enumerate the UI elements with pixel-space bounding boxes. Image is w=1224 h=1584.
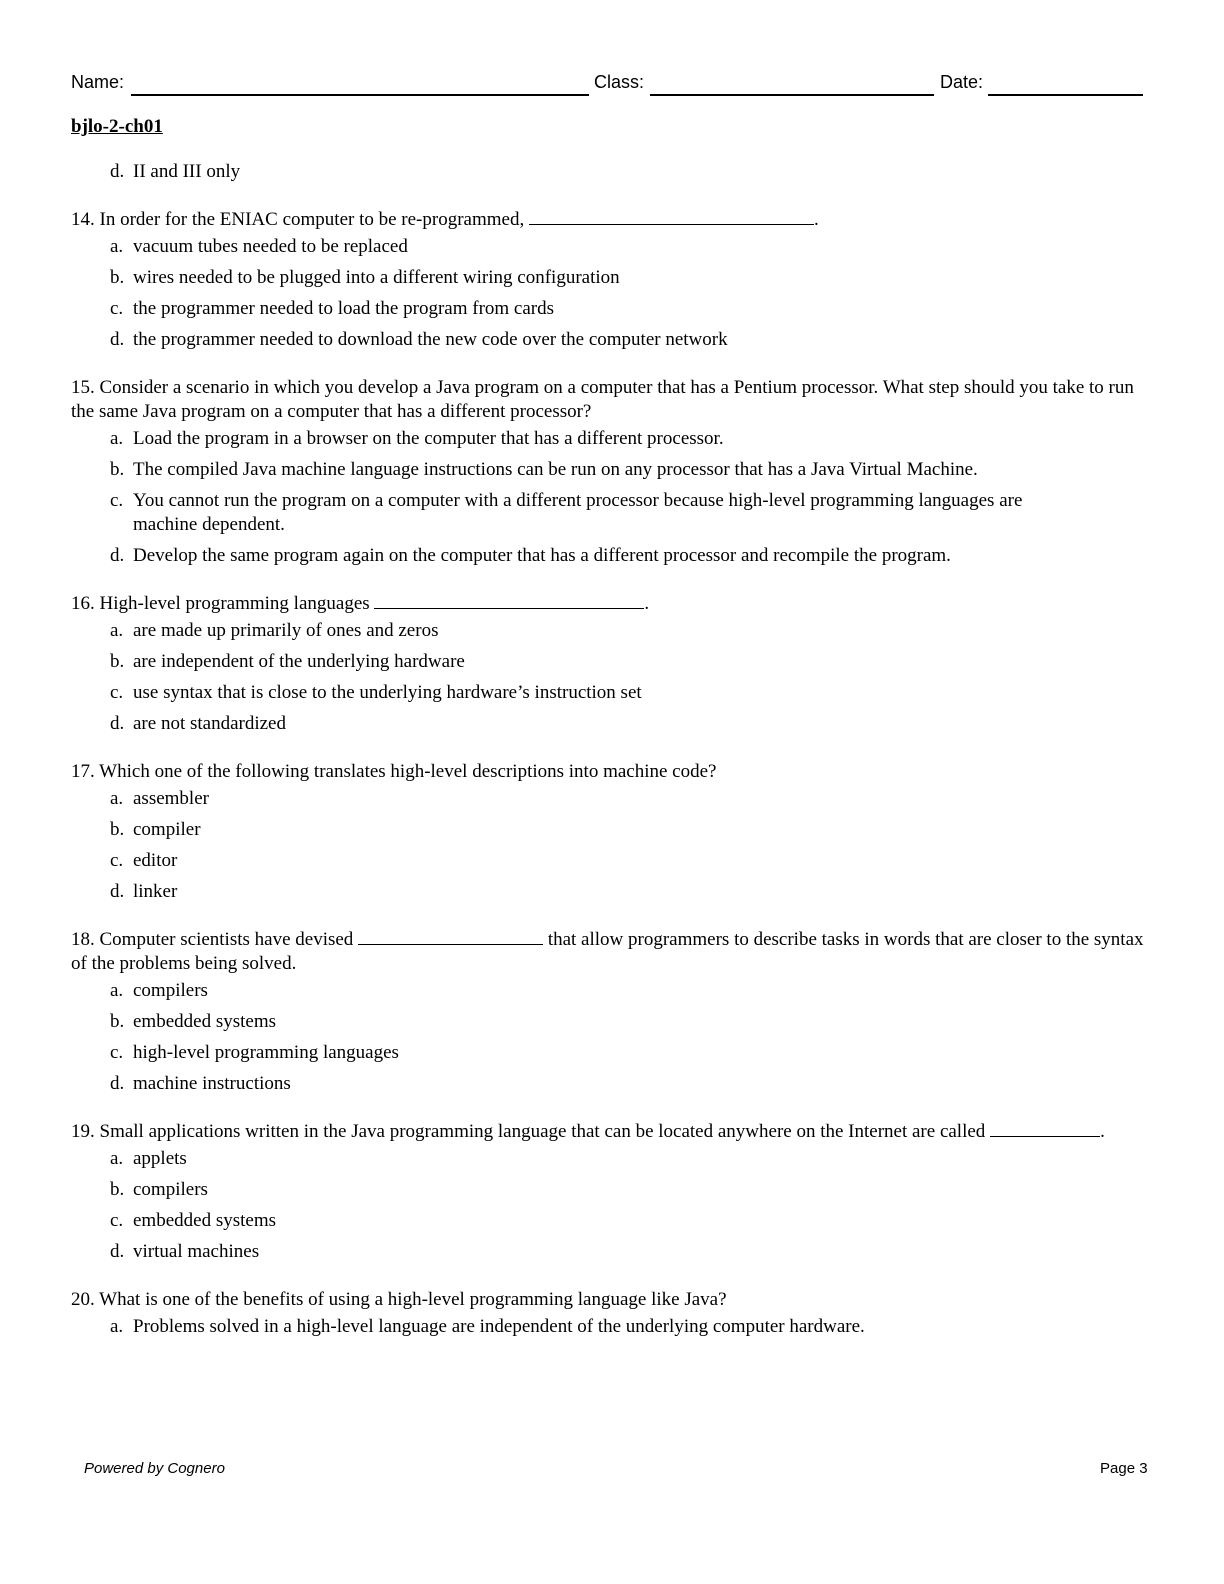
answer-option[interactable]: a. vacuum tubes needed to be replaced: [110, 236, 408, 257]
answer-blank: [374, 594, 644, 609]
question-15: [71, 376, 1151, 568]
option-list: [71, 787, 1151, 904]
answer-option[interactable]: b. compiler: [110, 819, 201, 840]
question-20: [71, 1288, 1151, 1339]
question-13-continued: [71, 160, 1151, 184]
option-list: [71, 427, 1151, 568]
class-field[interactable]: [650, 94, 934, 96]
question-17: [71, 760, 1151, 904]
option-list: [71, 160, 1151, 184]
question-number: 14.: [71, 209, 95, 230]
question-stem: 16. High-level programming languages .: [71, 593, 650, 614]
answer-option[interactable]: b. wires needed to be plugged into a different wiring configuration: [110, 267, 620, 288]
answer-option[interactable]: b. The compiled Java machine language instructions can be run on any processor that has a Java Virtual Machine.: [110, 459, 978, 480]
answer-blank: [358, 930, 543, 945]
name-field[interactable]: [131, 94, 589, 96]
answer-blank: [529, 210, 814, 225]
question-number: 17.: [71, 761, 95, 782]
answer-option[interactable]: b. are independent of the underlying hardware: [110, 651, 465, 672]
document-code: bjlo-2-ch01: [71, 116, 163, 137]
answer-option[interactable]: b. embedded systems: [110, 1011, 277, 1032]
answer-option[interactable]: a. compilers: [110, 980, 208, 1001]
answer-blank: [990, 1122, 1100, 1137]
question-number: 16.: [71, 593, 95, 614]
answer-option[interactable]: c. the programmer needed to load the program from cards: [110, 298, 555, 319]
question-list: [71, 160, 1151, 1363]
question-16: [71, 592, 1151, 736]
option-list: [71, 1147, 1151, 1264]
answer-option[interactable]: b. compilers: [110, 1179, 208, 1200]
question-number: 18.: [71, 929, 95, 950]
answer-option[interactable]: d. machine instructions: [110, 1073, 291, 1094]
answer-option[interactable]: [71, 160, 1151, 184]
answer-option[interactable]: a. are made up primarily of ones and zeros: [110, 620, 439, 641]
answer-option[interactable]: a. assembler: [110, 788, 209, 809]
question-stem: 18. Computer scientists have devised that allow programmers to describe tasks in words that are closer to the syntax of the problems being solved.: [71, 929, 1144, 974]
class-label: Class:: [594, 72, 645, 92]
question-number: 15.: [71, 377, 95, 398]
question-stem: 19. Small applications written in the Java programming language that can be located anywhere on the Internet are called .: [71, 1121, 1105, 1142]
question-number: 20.: [71, 1289, 95, 1310]
option-list: [71, 1315, 1151, 1339]
answer-option[interactable]: c. You cannot run the program on a computer with a different processor because high-level programming languages are machine dependent.: [110, 490, 1023, 535]
answer-option[interactable]: d. virtual machines: [110, 1241, 260, 1262]
answer-option[interactable]: c. high-level programming languages: [110, 1042, 399, 1063]
answer-option[interactable]: d. Develop the same program again on the computer that has a different processor and recompile the program.: [110, 545, 951, 566]
question-stem: 20. What is one of the benefits of using a high-level programming language like Java?: [71, 1289, 727, 1310]
option-list: [71, 235, 1151, 352]
answer-option[interactable]: d. the programmer needed to download the new code over the computer network: [110, 329, 728, 350]
question-stem: 14. In order for the ENIAC computer to be re-programmed, .: [71, 209, 819, 230]
date-field[interactable]: [988, 94, 1143, 96]
option-letter: d.: [110, 161, 125, 182]
answer-option[interactable]: c. embedded systems: [110, 1210, 277, 1231]
answer-option[interactable]: d. are not standardized: [110, 713, 286, 734]
option-list: [71, 979, 1151, 1096]
powered-by-footer: Powered by Cognero: [84, 1460, 225, 1477]
date-label: Date:: [940, 72, 984, 92]
answer-option[interactable]: a. Load the program in a browser on the computer that has a different processor.: [110, 428, 724, 449]
option-text: II and III only: [133, 161, 241, 182]
question-14: [71, 208, 1151, 352]
answer-option[interactable]: d. linker: [110, 881, 178, 902]
answer-option[interactable]: c. use syntax that is close to the underlying hardware’s instruction set: [110, 682, 642, 703]
option-list: [71, 619, 1151, 736]
question-18: [71, 928, 1151, 1096]
name-label: Name:: [71, 72, 125, 92]
answer-option[interactable]: c. editor: [110, 850, 178, 871]
answer-option[interactable]: a. Problems solved in a high-level language are independent of the underlying computer hardware.: [110, 1316, 865, 1337]
question-number: 19.: [71, 1121, 95, 1142]
question-19: [71, 1120, 1151, 1264]
student-info-header: [71, 70, 1143, 98]
page-number: Page 3: [1100, 1460, 1148, 1477]
question-stem: 15. Consider a scenario in which you develop a Java program on a computer that has a Pentium processor. What step should you take to run the same Java program on a computer that has a different processor?: [71, 377, 1134, 422]
question-stem: 17. Which one of the following translates high-level descriptions into machine code?: [71, 761, 717, 782]
answer-option[interactable]: a. applets: [110, 1148, 187, 1169]
